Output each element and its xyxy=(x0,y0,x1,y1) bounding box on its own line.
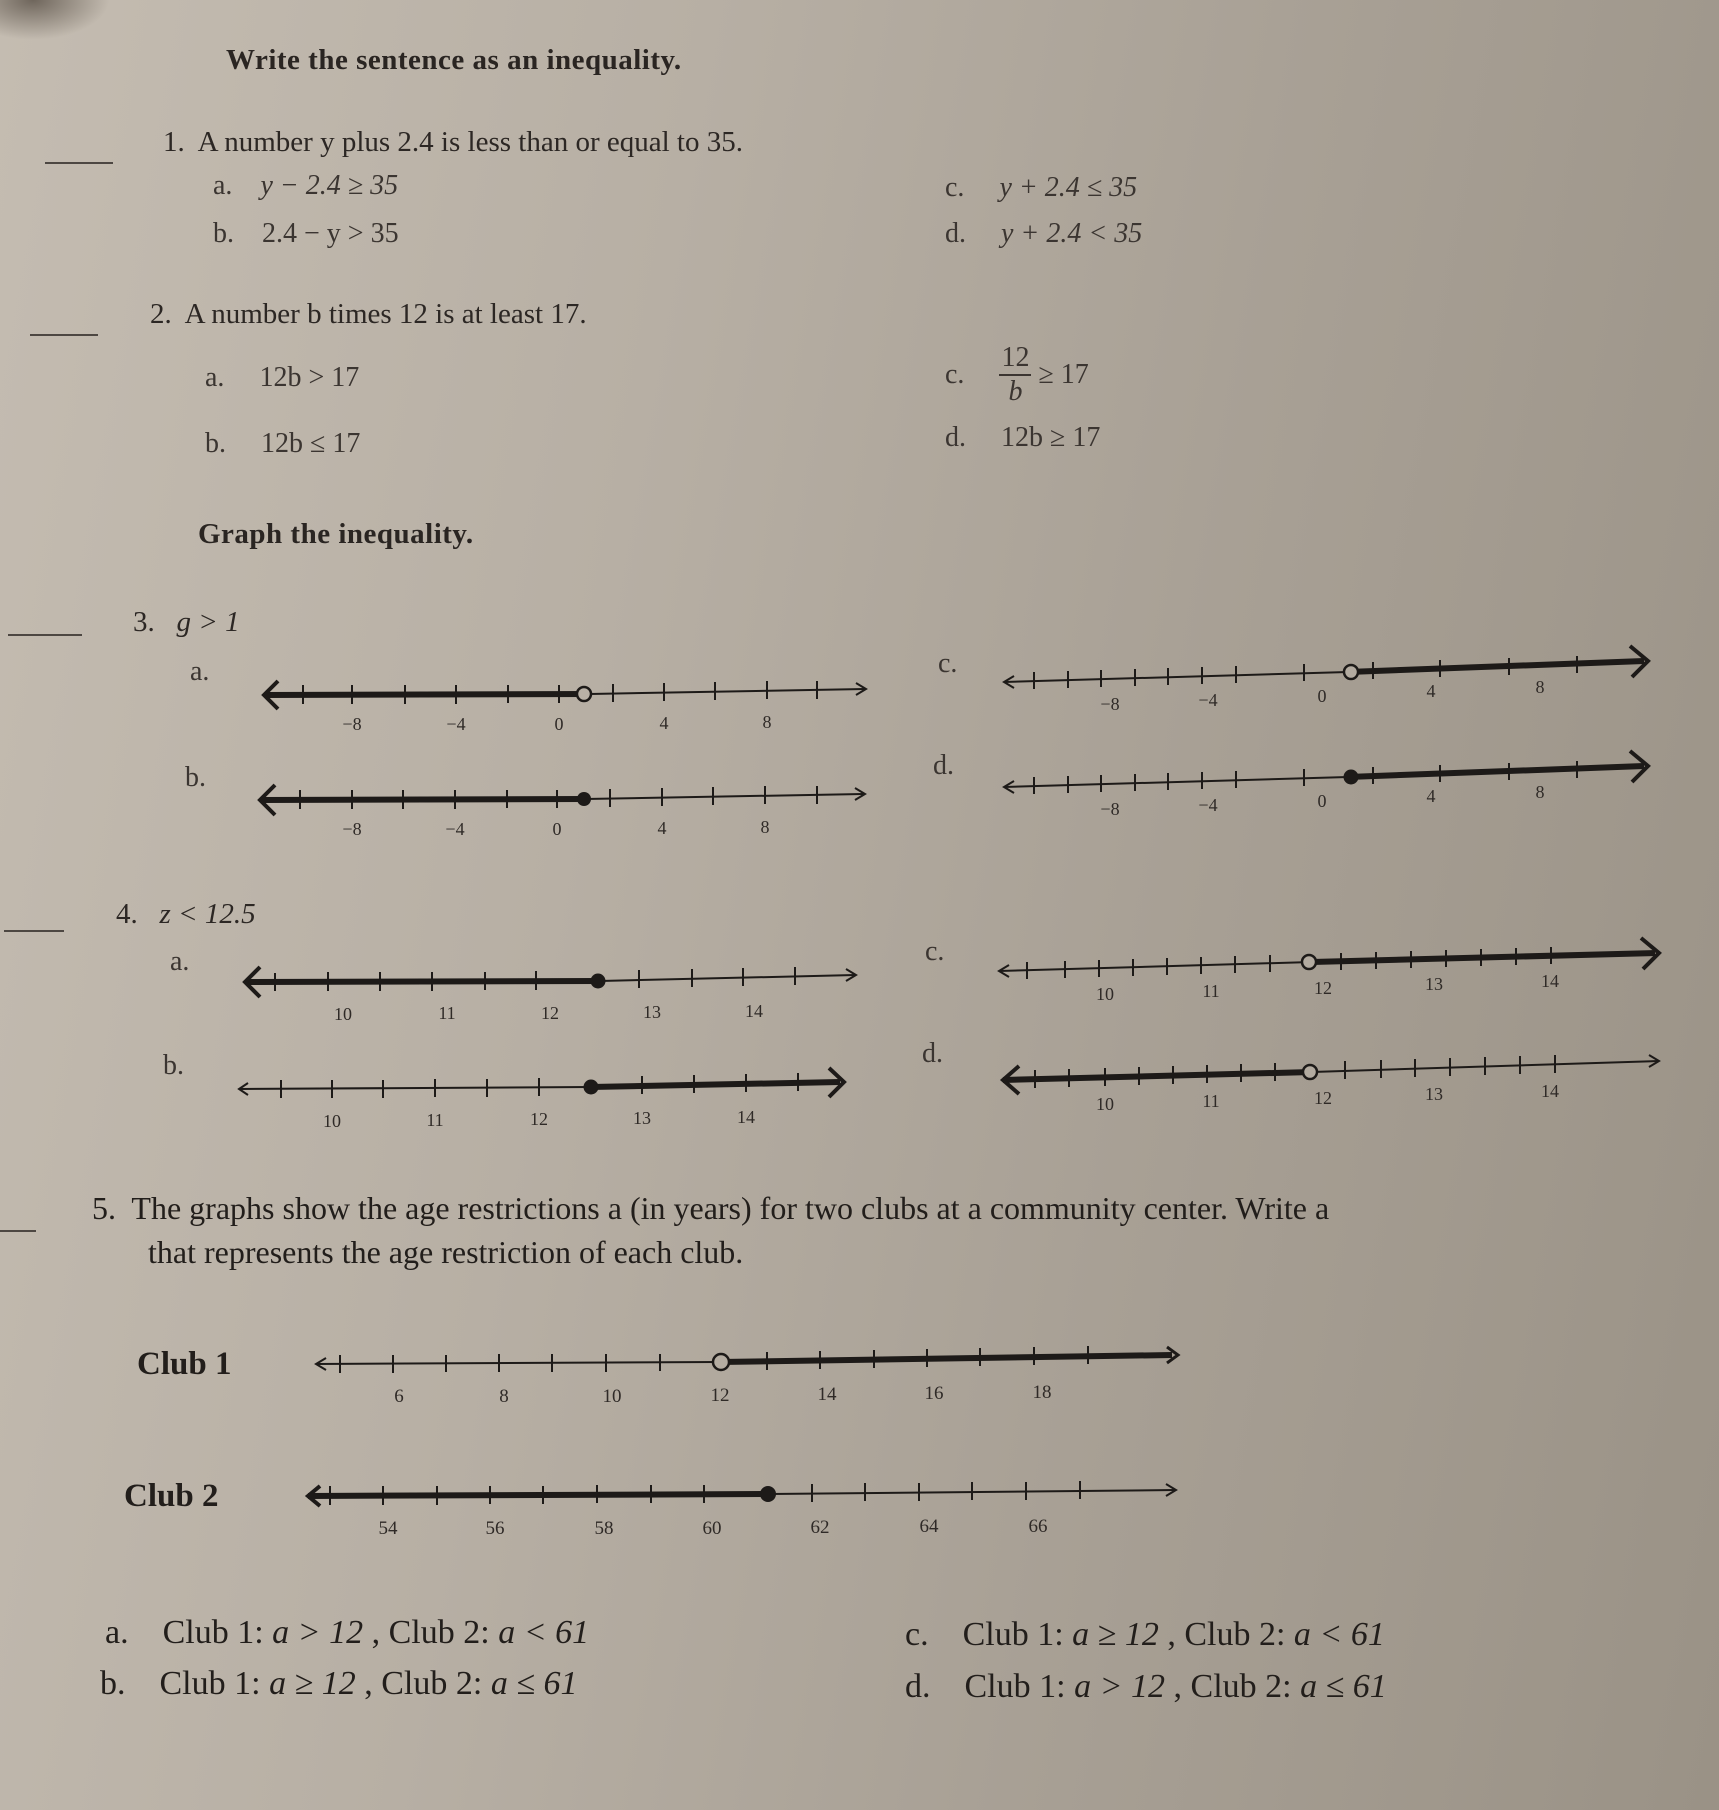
svg-text:8: 8 xyxy=(499,1386,509,1407)
club1-prefix: Club 1: xyxy=(964,1668,1075,1705)
svg-text:14: 14 xyxy=(1541,1081,1559,1101)
option-letter: a. xyxy=(105,1614,129,1651)
svg-text:−4: −4 xyxy=(1198,690,1218,710)
option-letter: c. xyxy=(945,172,965,203)
option-letter: d. xyxy=(905,1668,931,1705)
option-1c[interactable] xyxy=(945,172,1137,204)
question-1 xyxy=(163,126,743,159)
question-number: 1. xyxy=(163,126,185,158)
question-text: A number y plus 2.4 is less than or equal to 35. xyxy=(197,126,743,158)
number-line-3a[interactable] xyxy=(260,670,880,740)
svg-text:11: 11 xyxy=(1202,1091,1220,1111)
option-expression: 12b ≥ 17 xyxy=(1001,422,1101,453)
option-letter: c. xyxy=(945,359,965,390)
fraction-denominator: b xyxy=(1008,376,1023,407)
svg-text:18: 18 xyxy=(1032,1382,1052,1403)
answer-blank-q2[interactable] xyxy=(30,334,98,336)
question-text: The graphs show the age restrictions a (in years) for two clubs at a community center. Write a xyxy=(131,1190,1330,1226)
svg-text:4: 4 xyxy=(1426,786,1436,806)
question-text: A number b times 12 is at least 17. xyxy=(184,298,587,330)
option-expression: 12b > 17 xyxy=(259,362,360,393)
svg-text:0: 0 xyxy=(554,714,564,734)
svg-text:−4: −4 xyxy=(446,714,466,734)
svg-text:10: 10 xyxy=(1096,984,1114,1004)
option-4b-label[interactable]: b. xyxy=(163,1050,184,1081)
svg-text:8: 8 xyxy=(760,817,770,837)
club1-prefix: Club 1: xyxy=(159,1665,270,1702)
option-letter: b. xyxy=(205,428,226,459)
club2-expression: a < 61 xyxy=(1293,1616,1385,1653)
svg-text:62: 62 xyxy=(810,1517,830,1538)
answer-blank-q3[interactable] xyxy=(8,634,82,636)
option-expression: y + 2.4 ≤ 35 xyxy=(999,172,1138,203)
svg-text:8: 8 xyxy=(1535,677,1545,697)
club2-expression: a < 61 xyxy=(498,1614,590,1651)
svg-text:66: 66 xyxy=(1028,1516,1048,1537)
option-2a[interactable] xyxy=(205,362,359,394)
fraction-12-over-b xyxy=(999,344,1031,406)
option-letter: d. xyxy=(945,218,966,249)
question-5-line-1 xyxy=(92,1190,1329,1227)
svg-text:56: 56 xyxy=(485,1518,505,1539)
club2-expression: a ≤ 61 xyxy=(1300,1668,1387,1705)
svg-text:−8: −8 xyxy=(342,819,362,839)
number-line-4c[interactable] xyxy=(995,920,1675,1004)
number-line-4d[interactable] xyxy=(995,1030,1675,1114)
page-corner-shadow xyxy=(0,0,110,40)
svg-text:−8: −8 xyxy=(342,714,362,734)
svg-text:12: 12 xyxy=(541,1003,559,1023)
option-letter: b. xyxy=(100,1665,126,1702)
section-heading-write-inequality: Write the sentence as an inequality. xyxy=(226,44,682,76)
option-5a[interactable] xyxy=(105,1614,589,1652)
svg-text:4: 4 xyxy=(657,818,667,838)
option-5d[interactable] xyxy=(905,1668,1387,1706)
option-2b[interactable] xyxy=(205,428,360,460)
svg-text:0: 0 xyxy=(552,819,562,839)
club2-expression: a ≤ 61 xyxy=(490,1665,578,1702)
option-letter: d. xyxy=(945,422,966,453)
svg-text:60: 60 xyxy=(702,1518,722,1539)
question-inequality: g > 1 xyxy=(176,606,240,638)
club-1-label: Club 1 xyxy=(137,1346,232,1382)
number-line-3d[interactable] xyxy=(1000,735,1660,819)
separator: , xyxy=(1165,1668,1191,1705)
number-line-3b[interactable] xyxy=(255,772,875,842)
svg-text:10: 10 xyxy=(1096,1094,1114,1114)
question-inequality: z < 12.5 xyxy=(159,898,256,930)
number-line-club-2 xyxy=(302,1472,1192,1542)
question-3 xyxy=(133,606,240,639)
option-4d-label[interactable]: d. xyxy=(922,1038,943,1069)
svg-text:14: 14 xyxy=(1541,971,1559,991)
club1-prefix: Club 1: xyxy=(962,1616,1073,1653)
svg-text:12: 12 xyxy=(1314,978,1332,998)
option-3c-label[interactable]: c. xyxy=(938,648,958,679)
club1-expression: a > 12 xyxy=(1074,1668,1166,1705)
svg-text:−8: −8 xyxy=(1100,694,1120,714)
option-2d[interactable] xyxy=(945,422,1100,454)
question-number: 3. xyxy=(133,606,155,638)
option-letter: c. xyxy=(905,1616,929,1653)
option-3a-label[interactable]: a. xyxy=(190,656,210,687)
number-line-4a[interactable] xyxy=(240,958,860,1038)
svg-text:13: 13 xyxy=(1425,974,1443,994)
svg-text:0: 0 xyxy=(1317,686,1327,706)
svg-text:8: 8 xyxy=(1535,782,1545,802)
svg-text:4: 4 xyxy=(1426,681,1436,701)
svg-text:−4: −4 xyxy=(445,819,465,839)
section-heading-graph-inequality: Graph the inequality. xyxy=(198,518,474,550)
number-line-4b[interactable] xyxy=(235,1062,855,1142)
option-expression: 12b ≤ 17 xyxy=(261,428,361,459)
svg-text:11: 11 xyxy=(1202,981,1220,1001)
svg-text:0: 0 xyxy=(1317,791,1327,811)
fraction-numerator: 12 xyxy=(999,344,1031,376)
question-number: 2. xyxy=(150,298,172,330)
answer-blank-q1[interactable] xyxy=(45,162,113,164)
option-letter: a. xyxy=(205,362,225,393)
svg-text:12: 12 xyxy=(1314,1088,1332,1108)
svg-text:13: 13 xyxy=(633,1108,651,1128)
svg-text:12: 12 xyxy=(530,1109,548,1129)
svg-text:54: 54 xyxy=(378,1518,398,1539)
option-expression: ≥ 17 xyxy=(1038,359,1089,390)
option-1a[interactable] xyxy=(213,170,398,202)
option-4c-label[interactable]: c. xyxy=(925,936,945,967)
option-5c[interactable] xyxy=(905,1616,1385,1654)
answer-blank-q5[interactable] xyxy=(0,1230,36,1232)
club2-prefix: Club 2: xyxy=(1184,1616,1294,1653)
question-number: 5. xyxy=(92,1190,116,1226)
option-expression: 2.4 − y > 35 xyxy=(262,218,399,249)
svg-text:6: 6 xyxy=(394,1386,404,1407)
svg-text:14: 14 xyxy=(737,1107,755,1127)
option-letter: a. xyxy=(213,170,233,201)
option-letter: b. xyxy=(213,218,234,249)
option-expression: y + 2.4 < 35 xyxy=(1001,218,1143,249)
svg-text:10: 10 xyxy=(334,1004,352,1024)
option-expression: y − 2.4 ≥ 35 xyxy=(260,170,399,201)
svg-text:10: 10 xyxy=(323,1111,341,1131)
option-4a-label[interactable]: a. xyxy=(170,946,190,977)
club1-expression: a ≥ 12 xyxy=(1072,1616,1159,1653)
svg-text:−8: −8 xyxy=(1100,799,1120,819)
question-2 xyxy=(150,298,587,331)
svg-text:−4: −4 xyxy=(1198,795,1218,815)
separator: , xyxy=(355,1665,382,1702)
club2-prefix: Club 2: xyxy=(1190,1668,1301,1705)
club2-prefix: Club 2: xyxy=(388,1614,499,1651)
svg-text:16: 16 xyxy=(924,1383,944,1404)
svg-text:14: 14 xyxy=(745,1001,763,1021)
answer-blank-q4[interactable] xyxy=(4,930,64,932)
question-5-line-2: that represents the age restriction of each club. xyxy=(148,1234,744,1270)
svg-text:58: 58 xyxy=(594,1518,614,1539)
separator: , xyxy=(363,1614,389,1651)
option-2c[interactable] xyxy=(945,344,1089,406)
club-2-label: Club 2 xyxy=(124,1478,219,1514)
club1-prefix: Club 1: xyxy=(162,1614,273,1651)
svg-text:13: 13 xyxy=(643,1002,661,1022)
option-5b[interactable] xyxy=(100,1665,578,1703)
club1-expression: a > 12 xyxy=(272,1614,364,1651)
svg-text:12: 12 xyxy=(710,1385,730,1406)
club2-prefix: Club 2: xyxy=(381,1665,491,1702)
svg-text:4: 4 xyxy=(659,713,669,733)
option-1d[interactable] xyxy=(945,218,1142,250)
svg-text:10: 10 xyxy=(602,1386,622,1407)
question-4 xyxy=(116,898,256,931)
separator: , xyxy=(1158,1616,1185,1653)
option-3b-label[interactable]: b. xyxy=(185,762,206,793)
svg-text:8: 8 xyxy=(762,712,772,732)
svg-text:13: 13 xyxy=(1425,1084,1443,1104)
question-number: 4. xyxy=(116,898,138,930)
number-line-3c[interactable] xyxy=(1000,630,1660,714)
svg-text:11: 11 xyxy=(438,1003,456,1023)
club1-expression: a ≥ 12 xyxy=(269,1665,356,1702)
option-3d-label[interactable]: d. xyxy=(933,750,954,781)
option-1b[interactable] xyxy=(213,218,399,250)
number-line-club-1 xyxy=(312,1338,1192,1408)
svg-text:11: 11 xyxy=(426,1110,444,1130)
svg-text:14: 14 xyxy=(817,1384,837,1405)
svg-text:64: 64 xyxy=(919,1516,939,1537)
